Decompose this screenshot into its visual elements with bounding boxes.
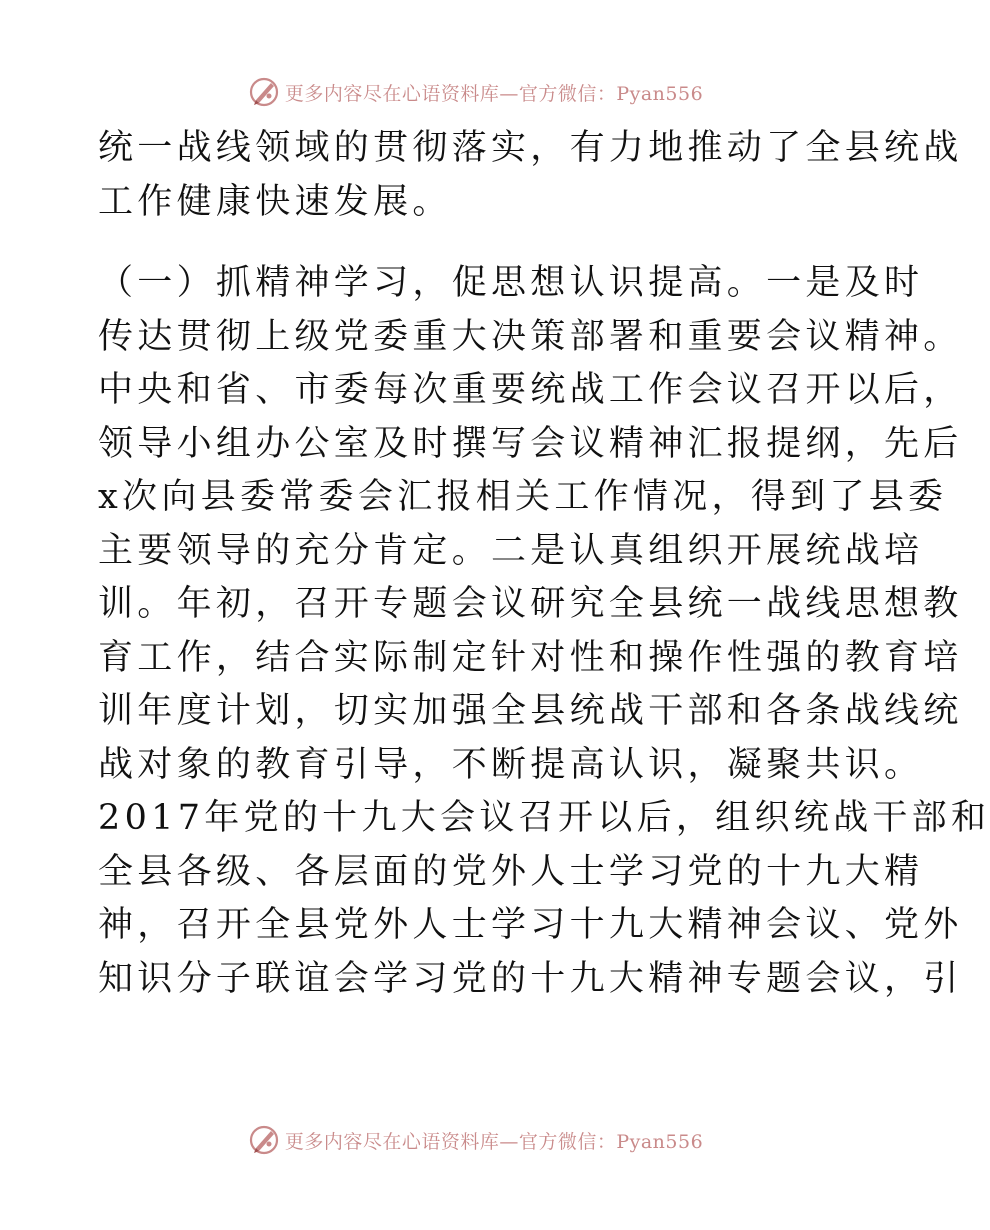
- text-line: 育工作，结合实际制定针对性和操作性强的教育培: [98, 637, 963, 678]
- text-line: x次向县委常委会汇报相关工作情况，得到了县委: [98, 477, 948, 517]
- text-line: 领导小组办公室及时撰写会议精神汇报提纲，先后: [98, 423, 963, 464]
- paragraph-gap: [98, 229, 868, 257]
- text-line: 战对象的教育引导，不断提高认识，凝聚共识。: [98, 744, 924, 785]
- watermark-text: 更多内容尽在心语资料库—官方微信：Pyan556: [284, 1130, 704, 1153]
- text-line: 训年度计划，切实加强全县统战干部和各条战线统: [98, 691, 963, 731]
- pen-logo-icon: [247, 1123, 281, 1157]
- footer-watermark: [0, 1120, 950, 1160]
- text-line: 神，召开全县党外人士学习十九大精神会议、党外: [98, 905, 963, 945]
- document-body: [98, 122, 990, 1006]
- text-line: 全县各级、各层面的党外人士学习党的十九大精: [98, 851, 924, 892]
- text-line: 知识分子联谊会学习党的十九大精神专题会议，引: [98, 958, 963, 999]
- text-line: 训。年初，召开专题会议研究全县统一战线思想教: [98, 584, 963, 624]
- text-line: 2017年党的十九大会议召开以后，组织统战干部和: [98, 798, 990, 838]
- text-line: 工作健康快速发展。: [98, 181, 452, 222]
- paragraph: [98, 122, 963, 229]
- text-line: 传达贯彻上级党委重大决策部署和重要会议精神。: [98, 316, 963, 357]
- text-line: 统一战线领域的贯彻落实，有力地推动了全县统战: [98, 128, 963, 168]
- watermark-text: 更多内容尽在心语资料库—官方微信：Pyan556: [284, 82, 704, 105]
- text-line: （一）抓精神学习，促思想认识提高。一是及时: [98, 263, 924, 303]
- header-watermark: [0, 72, 950, 112]
- text-line: 主要领导的充分肯定。二是认真组织开展统战培: [98, 530, 924, 571]
- text-line: 中央和省、市委每次重要统战工作会议召开以后，: [98, 370, 963, 410]
- paragraph: [98, 257, 990, 1006]
- pen-logo-icon: [247, 75, 281, 109]
